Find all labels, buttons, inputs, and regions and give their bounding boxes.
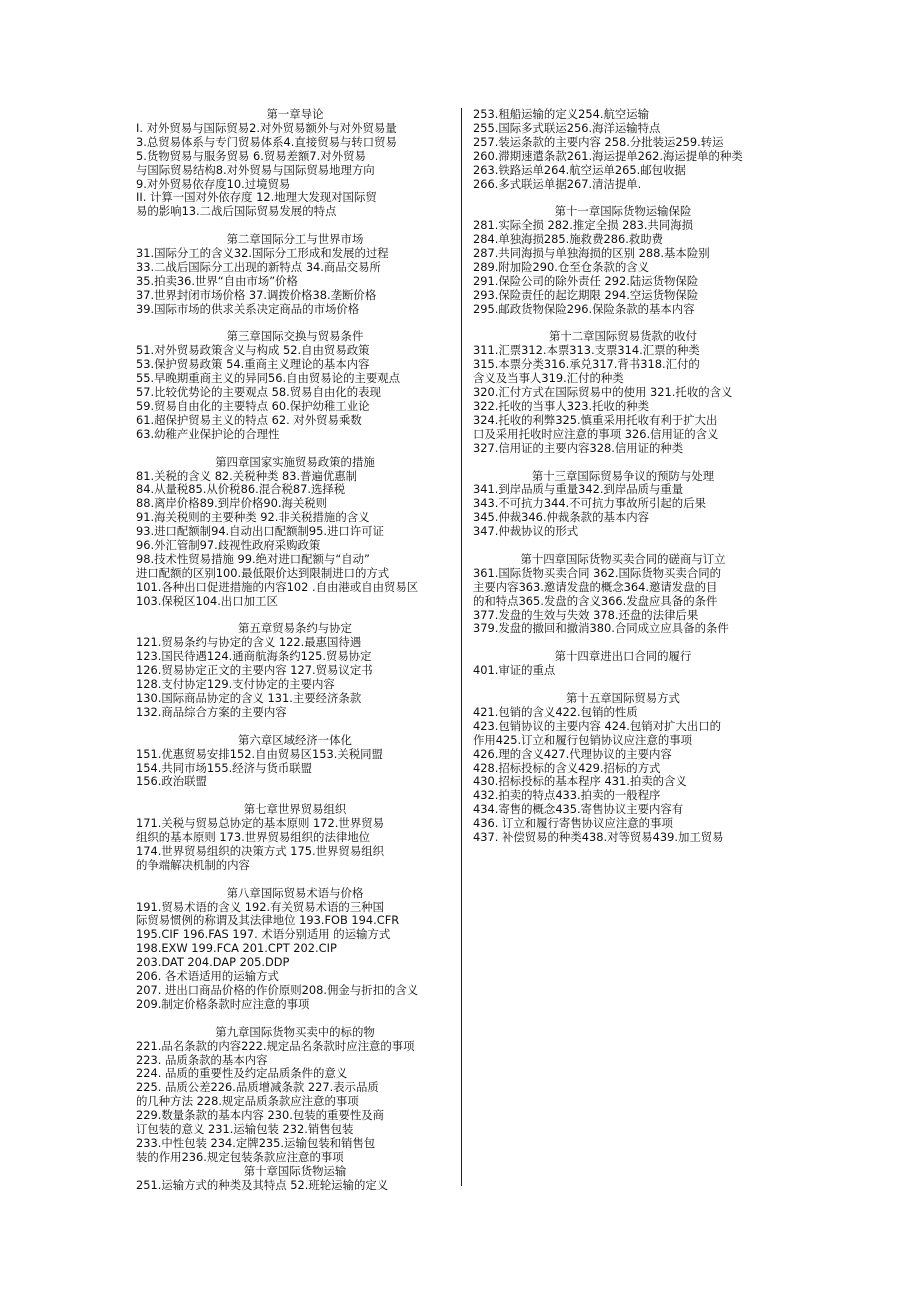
outline-line: 103.保税区104.出口加工区 (136, 593, 278, 608)
outline-line: 93.进口配额制94.自动出口配额制95.进口许可证 (136, 524, 384, 539)
outline-line: 51.对外贸易政策含义与构成 52.自由贸易政策 (136, 343, 370, 358)
outline-line: 287.共同海损与单独海损的区别 288.基本险别 (473, 246, 710, 261)
section-spacer (473, 539, 773, 553)
outline-line: 426.理的含义427.代理协议的主要内容 (473, 746, 672, 761)
outline-line: 的争端解决机制的内容 (136, 857, 250, 872)
section-spacer (136, 1012, 454, 1026)
outline-line: 347.仲裁协议的形式 (473, 524, 579, 539)
outline-line: 324.托收的利弊325.慎重采用托收有利于扩大出 (473, 412, 718, 427)
outline-line: 订包装的意义 231.运输包装 232.销售包装 (136, 1122, 354, 1137)
outline-line: 428.招标投标的含义429.招标的方式 (473, 760, 661, 775)
section-spacer (136, 873, 454, 887)
outline-line: 9.对外贸易依存度10.过境贸易 (136, 176, 291, 191)
section-spacer (136, 789, 454, 803)
left-column (136, 108, 454, 1193)
section-spacer (136, 219, 454, 233)
outline-line: 263.铁路运单264.航空运单265.邮包收据 (473, 162, 686, 177)
section-spacer (136, 609, 454, 623)
outline-line: 255.国际多式联运256.海洋运输特点 (473, 120, 661, 135)
outline-line: 260.滞期速遣条款261.海运提单262.海运提单的种类 (473, 148, 743, 163)
outline-line: 进口配额的区别100.最低限价达到限制进口的方式 (136, 565, 390, 580)
outline-line: 209.制定价格条款时应注意的事项 (136, 996, 310, 1011)
outline-line: 224. 品质的重要性及约定品质条件的意义 (136, 1066, 348, 1081)
outline-line: 432.拍卖的特点433.拍卖的一般程序 (473, 788, 661, 803)
outline-line: 的和特点365.发盘的含义366.发盘应具备的条件 (473, 593, 718, 608)
outline-line: 5.货物贸易与服务贸易 6.贸易差额7.对外贸易 (136, 148, 366, 163)
outline-line: 343.不可抗力344.不可抗力事故所引起的后果 (473, 496, 706, 511)
section-spacer (473, 456, 773, 470)
outline-line: 281.实际全损 282.推定全损 283.共同海损 (473, 218, 694, 233)
chapter-heading: 第十二章国际贸易货款的收付 (548, 329, 698, 344)
outline-line: 191.贸易术语的含义 192.有关贸易术语的三种国 (136, 899, 384, 914)
outline-line: 207. 进出口商品价格的作价原则208.佣金与折扣的含义 (136, 982, 419, 997)
outline-line: 39.国际市场的供求关系决定商品的市场价格 (136, 301, 360, 316)
outline-line: 84.从量税85.从价税86.混合税87.选择税 (136, 482, 346, 497)
outline-line: 132.商品综合方案的主要内容 (136, 704, 287, 719)
chapter-heading: 第七章世界贸易组织 (243, 802, 347, 817)
outline-line: 327.信用证的主要内容328.信用证的种类 (473, 440, 684, 455)
chapter-heading: 第十五章国际贸易方式 (566, 690, 680, 705)
outline-line: 437. 补偿贸易的种类438.对等贸易439.加工贸易 (473, 830, 724, 845)
chapter-heading: 第八章国际贸易术语与价格 (226, 885, 364, 900)
outline-line: 61.超保护贸易主义的特点 62. 对外贸易乘数 (136, 412, 362, 427)
outline-line: 57.比较优势论的主要观点 58.贸易自由化的表现 (136, 385, 381, 400)
outline-line: 320.汇付方式在国际贸易中的使用 321.托收的含义 (473, 385, 733, 400)
outline-line: 195.CIF 196.FAS 197. 术语分别适用 的运输方式 (136, 927, 391, 942)
chapter-heading: 第十四章国际货物买卖合同的磋商与订立 (520, 551, 726, 566)
section-spacer (136, 442, 454, 456)
outline-line: 装的作用236.规定包装条款应注意的事项 (136, 1149, 344, 1164)
outline-line: 284.单独海损285.施救费286.救助费 (473, 232, 663, 247)
outline-line: 315.本票分类316.承兑317.背书318.汇付的 (473, 357, 700, 372)
outline-line: 322.托收的当事人323.托收的种类 (473, 399, 650, 413)
outline-line: 作用425.订立和履行包销协议应注意的事项 (473, 732, 693, 747)
outline-line: 81.关税的含义 82.关税种类 83.普遍优惠制 (136, 468, 358, 483)
outline-line: 37.世界封闭市场价格 37.调拨价格38.垄断价格 (136, 287, 377, 302)
section-spacer (473, 678, 773, 692)
outline-line: 主要内容363.邀请发盘的概念364.邀请发盘的目 (473, 579, 718, 594)
right-column (473, 108, 773, 845)
section-spacer (136, 720, 454, 734)
chapter-heading: 第二章国际分工与世界市场 (226, 232, 364, 247)
outline-line: 341.到岸品质与重量342.到岸品质与重量 (473, 482, 684, 497)
outline-line: 251.运输方式的种类及其特点 52.班轮运输的定义 (136, 1177, 389, 1192)
outline-line: 311.汇票312.本票313.支票314.汇票的种类 (473, 343, 700, 358)
outline-line: 401.审证的重点 (473, 663, 556, 678)
chapter-heading: 第十章国际货物运输 (243, 1163, 347, 1178)
outline-line: 229.数量条款的基本内容 230.包装的重要性及商 (136, 1108, 384, 1123)
outline-line: 际贸易惯例的称谓及其法律地位 193.FOB 194.CFR (136, 913, 400, 928)
outline-line: 的几种方法 228.规定品质条款应注意的事项 (136, 1094, 359, 1109)
outline-line: 257.装运条款的主要内容 258.分批装运259.转运 (473, 134, 724, 149)
chapter-heading: 第十一章国际货物运输保险 (554, 204, 692, 219)
outline-line: 266.多式联运单据267.清洁提单. (473, 176, 642, 191)
outline-line: 291.保险公司的除外责任 292.陆运货物保险 (473, 273, 699, 288)
outline-line: 3.总贸易体系与专门贸易体系4.直接贸易与转口贸易 (136, 134, 397, 149)
outline-line: I. 对外贸易与国际贸易2.对外贸易额外与对外贸易量 (136, 120, 397, 135)
section-spacer (473, 636, 773, 650)
outline-line: 96.外汇管制97.歧视性政府采购政策 (136, 538, 321, 553)
outline-line: 与国际贸易结构8.对外贸易与国际贸易地理方向 (136, 162, 375, 177)
section-spacer (136, 317, 454, 331)
outline-line: 221.品名条款的内容222.规定品名条款时应注意的事项 (136, 1038, 415, 1053)
outline-line: 126.贸易协定正文的主要内容 127.贸易议定书 (136, 663, 373, 678)
outline-line: 436. 订立和履行寄售协议应注意的事项 (473, 816, 673, 831)
chapter-heading: 第五章贸易条约与协定 (238, 621, 352, 636)
outline-line: 154.共同市场155.经济与货币联盟 (136, 760, 313, 775)
outline-line: 组织的基本原则 173.世界贸易组织的法律地位 (136, 830, 371, 845)
outline-line: 421.包销的含义422.包销的性质 (473, 704, 638, 719)
outline-line: 63.幼稚产业保护论的合理性 (136, 426, 280, 441)
outline-line: 易的影响13.二战后国际贸易发展的特点 (136, 204, 337, 219)
outline-line: 434.寄售的概念435.寄售协议主要内容有 (473, 802, 684, 817)
outline-line: 156.政治联盟 (136, 774, 207, 789)
outline-line: 233.中性包装 234.定牌235.运输包装和销售包 (136, 1135, 376, 1150)
chapter-heading: 第九章国际货物买卖中的标的物 (215, 1024, 375, 1039)
outline-line: 91.海关税则的主要种类 92.非关税措施的含义 (136, 510, 370, 525)
outline-line: 33.二战后国际分工出现的新特点 34.商品交易所 (136, 259, 381, 274)
outline-line: 223. 品质条款的基本内容 (136, 1052, 268, 1067)
outline-line: 88.离岸价格89.到岸价格90.海关税则 (136, 496, 328, 511)
section-spacer (473, 317, 773, 331)
outline-line: 206. 各术语适用的运输方式 (136, 969, 279, 984)
outline-line: 174.世界贸易组织的决策方式 175.世界贸易组织 (136, 843, 384, 858)
outline-line: 53.保护贸易政策 54.重商主义理论的基本内容 (136, 357, 370, 372)
outline-line: 361.国际货物买卖合同 362.国际货物买卖合同的 (473, 565, 721, 580)
outline-line: 225. 品质公差226.品质增减条款 227.表示品质 (136, 1080, 379, 1095)
outline-line: 293.保险责任的起讫期限 294.空运货物保险 (473, 287, 699, 302)
outline-line: 128.支付协定129.支付协定的主要内容 (136, 677, 335, 692)
outline-line: 151.优惠贸易安排152.自由贸易区153.关税同盟 (136, 746, 383, 761)
outline-line: 345.仲裁346.仲裁条款的基本内容 (473, 510, 650, 525)
outline-line: 31.国际分工的含义32.国际分工形成和发展的过程 (136, 246, 389, 261)
outline-line: 123.国民待遇124.通商航海条约125.贸易协定 (136, 649, 372, 664)
chapter-heading: 第十三章国际贸易争议的预防与处理 (531, 468, 715, 483)
outline-line: 130.国际商品协定的含义 131.主要经济条款 (136, 691, 362, 705)
outline-line: 口及采用托收时应注意的事项 326.信用证的含义 (473, 426, 719, 441)
outline-line: 289.附加险290.仓至仓条款的含义 (473, 259, 650, 274)
section-spacer (473, 191, 773, 205)
outline-line: 295.邮政货物保险296.保险条款的基本内容 (473, 301, 695, 316)
outline-line: 379.发盘的撤回和撤消380.合同成立应具备的条件 (473, 621, 729, 636)
outline-line: 含义及当事人319.汇付的种类 (473, 371, 624, 386)
outline-line: 203.DAT 204.DAP 205.DDP (136, 955, 290, 970)
chapter-heading: 第十四章进出口合同的履行 (554, 649, 692, 664)
outline-line: 101.各种出口促进措施的内容102 .自由港或自由贸易区 (136, 579, 419, 594)
chapter-heading: 第六章区域经济一体化 (238, 732, 352, 747)
outline-line: 98.技术性贸易措施 99.绝对进口配额与“自动” (136, 551, 370, 566)
outline-line: 253.租船运输的定义254.航空运输 (473, 107, 650, 121)
outline-line: 430.招标投标的基本程序 431.拍卖的含义 (473, 774, 687, 789)
outline-line: 171.关税与贸易总协定的基本原则 172.世界贸易 (136, 816, 384, 831)
outline-line: 377.发盘的生效与失效 378.还盘的法律后果 (473, 607, 699, 622)
chapter-heading: 第四章国家实施贸易政策的措施 (215, 454, 375, 469)
outline-line: 423.包销协议的主要内容 424.包销对扩大出口的 (473, 718, 721, 733)
outline-line: II. 计算一国对外依存度 12.地理大发现对国际贸 (136, 190, 377, 205)
outline-line: 55.早晚期重商主义的异同56.自由贸易论的主要观点 (136, 371, 401, 386)
outline-line: 198.EXW 199.FCA 201.CPT 202.CIP (136, 941, 337, 956)
outline-line: 121.贸易条约与协定的含义 122.最惠国待遇 (136, 635, 362, 650)
chapter-heading: 第一章导论 (266, 107, 324, 121)
chapter-heading: 第三章国际交换与贸易条件 (226, 329, 364, 344)
outline-line: 35.拍卖36.世界“自由市场”价格 (136, 273, 298, 288)
column-divider (461, 108, 462, 1186)
outline-line: 59.贸易自由化的主要特点 60.保护幼稚工业论 (136, 399, 370, 413)
